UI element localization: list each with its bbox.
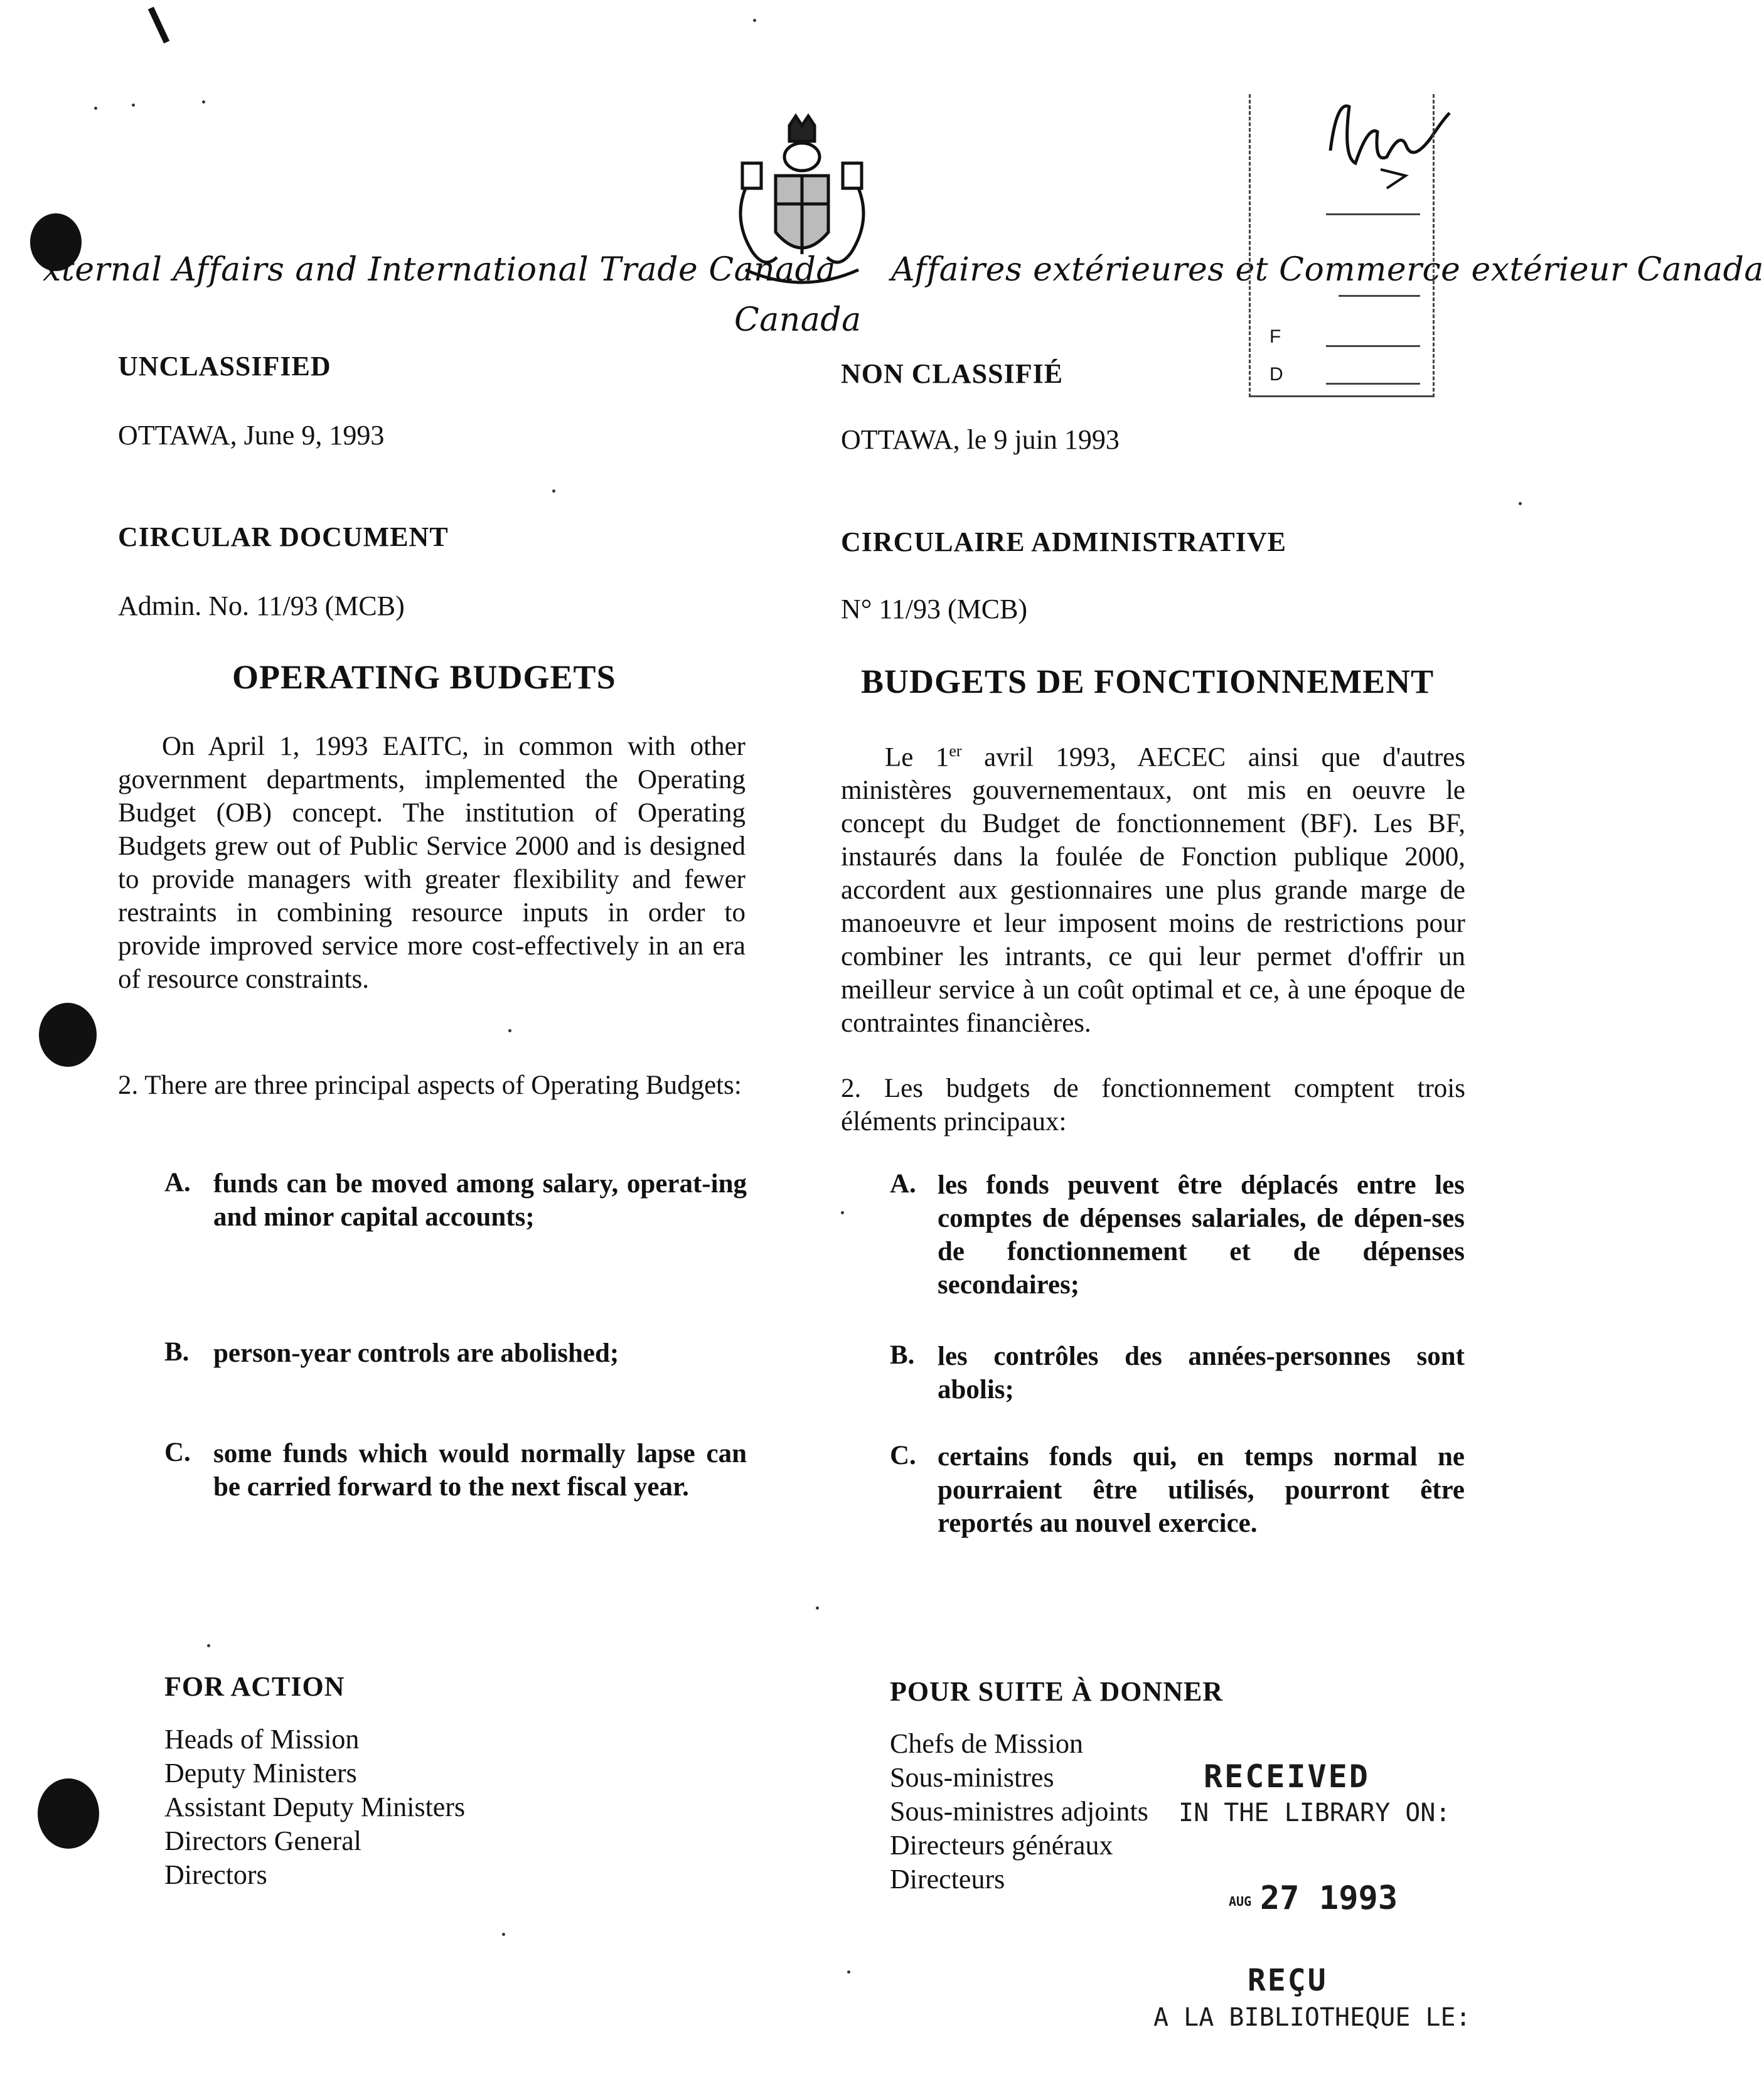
department-name-english: xternal Affairs and International Trade Canada: [43, 251, 836, 289]
punch-hole-bottom: [38, 1778, 99, 1849]
classification-fr: NON CLASSIFIÉ: [841, 358, 1064, 389]
paragraph-1-fr-superscript: er: [949, 742, 962, 760]
action-heading-fr: POUR SUITE À DONNER: [890, 1676, 1224, 1707]
paragraph-1-fr: [841, 734, 1465, 1040]
distribution-item-fr: Chefs de Mission: [890, 1728, 1083, 1759]
item-letter-c-fr: C.: [890, 1441, 916, 1470]
scan-speck: [202, 100, 205, 104]
routing-label-d: D: [1270, 364, 1283, 385]
distribution-item-en: Deputy Ministers: [164, 1758, 357, 1788]
distribution-item-en: Assistant Deputy Ministers: [164, 1792, 466, 1822]
scan-speck: [132, 104, 135, 107]
action-heading-en: FOR ACTION: [164, 1671, 345, 1702]
date-en: OTTAWA, June 9, 1993: [118, 420, 385, 451]
stamp-a-la-bibliotheque: A LA BIBLIOTHEQUE LE:: [1153, 2003, 1471, 2032]
canada-wordmark: Canada: [734, 301, 862, 339]
scan-speck: [502, 1933, 505, 1936]
punch-hole-middle: [39, 1003, 97, 1067]
item-letter-b-fr: B.: [890, 1340, 915, 1370]
item-text-a-fr: les fonds peuvent être déplacés entre les comptes de dépenses salariales, de dépen-ses de fonctionnement et de dépenses secondaires;: [938, 1170, 1465, 1300]
scan-speck: [816, 1606, 819, 1610]
scan-speck: [508, 1029, 511, 1032]
distribution-item-fr: Sous-ministres: [890, 1762, 1054, 1793]
stamp-in-library: IN THE LIBRARY ON:: [1179, 1798, 1451, 1827]
classification-en: UNCLASSIFIED: [118, 351, 331, 382]
item-letter-c-en: C.: [164, 1438, 191, 1467]
routing-stamp-box: [1249, 94, 1435, 397]
paragraph-1-en: On April 1, 1993 EAITC, in common with other government departments, implemented the Operating Budget (OB) concept. The institution of Operating Budgets grew out of Public Service 2000 and is designed to provide managers with greater flexibility and fewer restraints in combining resource inputs in order to provide improved service more cost-effectively in an era of resource constraints.: [118, 732, 746, 994]
document-type-fr: CIRCULAIRE ADMINISTRATIVE: [841, 526, 1286, 557]
distribution-item-fr: Sous-ministres adjoints: [890, 1796, 1148, 1827]
distribution-list-en: [164, 1723, 465, 1892]
item-text-c-fr: certains fonds qui, en temps normal ne pourraient être utilisés, pourront être reportés au nouvel exercice.: [938, 1442, 1465, 1538]
department-name-french: Affaires extérieures et Commerce extérieur Canada: [891, 251, 1764, 289]
paragraph-2-fr: 2. Les budgets de fonctionnement comptent trois éléments principaux:: [841, 1074, 1465, 1136]
document-type-en: CIRCULAR DOCUMENT: [118, 521, 449, 552]
scan-speck: [552, 489, 555, 493]
routing-line: [1339, 295, 1420, 297]
scan-speck: [1519, 502, 1522, 505]
distribution-item-fr: Directeurs: [890, 1864, 1005, 1895]
scan-speck: [847, 1970, 850, 1974]
item-text-c-en: some funds which would normally lapse can be carried forward to the next fiscal year.: [213, 1439, 747, 1502]
paragraph-1-fr-body: avril 1993, AECEC ainsi que d'autres ministères gouvernementaux, ont mis en oeuvre le concept du Budget de fonctionnement (BF). Les BF, instaurés dans la foulée de Fonction publique 2000, accordent aux gestionnaires une plus grande marge de manoeuvre et leur imposent moins de restrictions pour combiner les intrants, ce qui leur permet d'offrir un meilleur service à un coût optimal et ce, à une époque de contraintes financières.: [841, 742, 1465, 1039]
scan-speck: [841, 1211, 844, 1214]
item-letter-a-en: A.: [164, 1168, 191, 1197]
distribution-item-fr: Directeurs généraux: [890, 1830, 1113, 1861]
title-en: OPERATING BUDGETS: [232, 658, 616, 696]
item-letter-a-fr: A.: [890, 1169, 916, 1199]
scan-mark: [148, 7, 169, 44]
stamp-date: 27 1993: [1260, 1879, 1398, 1917]
distribution-list-fr: [890, 1727, 1148, 1896]
distribution-item-en: Directors: [164, 1859, 267, 1890]
title-fr: BUDGETS DE FONCTIONNEMENT: [861, 663, 1435, 700]
stamp-month: AUG: [1229, 1894, 1252, 1909]
scan-speck: [207, 1644, 210, 1647]
paragraph-2-en: 2. There are three principal aspects of Operating Budgets:: [118, 1071, 742, 1100]
routing-line: [1326, 345, 1420, 347]
item-text-b-fr: les contrôles des années-personnes sont abolis;: [938, 1342, 1465, 1404]
coat-of-arms-seal: [727, 113, 871, 295]
scan-speck: [94, 107, 97, 110]
item-text-a-en: funds can be moved among salary, operat-ing and minor capital accounts;: [213, 1169, 747, 1232]
admin-number-fr: N° 11/93 (MCB): [841, 594, 1028, 624]
routing-line: [1326, 383, 1420, 385]
date-fr: OTTAWA, le 9 juin 1993: [841, 424, 1120, 455]
routing-line: [1326, 213, 1420, 215]
item-text-b-en: person-year controls are abolished;: [213, 1339, 619, 1368]
paragraph-1-fr-lead: Le 1: [885, 742, 949, 772]
stamp-recu: REÇU: [1248, 1963, 1328, 1998]
admin-number-en: Admin. No. 11/93 (MCB): [118, 591, 405, 621]
scan-speck: [753, 19, 756, 22]
stamp-received: RECEIVED: [1204, 1758, 1370, 1795]
item-letter-b-en: B.: [164, 1337, 190, 1367]
distribution-item-en: Directors General: [164, 1825, 361, 1856]
routing-label-f: F: [1270, 326, 1281, 347]
distribution-item-en: Heads of Mission: [164, 1724, 360, 1755]
